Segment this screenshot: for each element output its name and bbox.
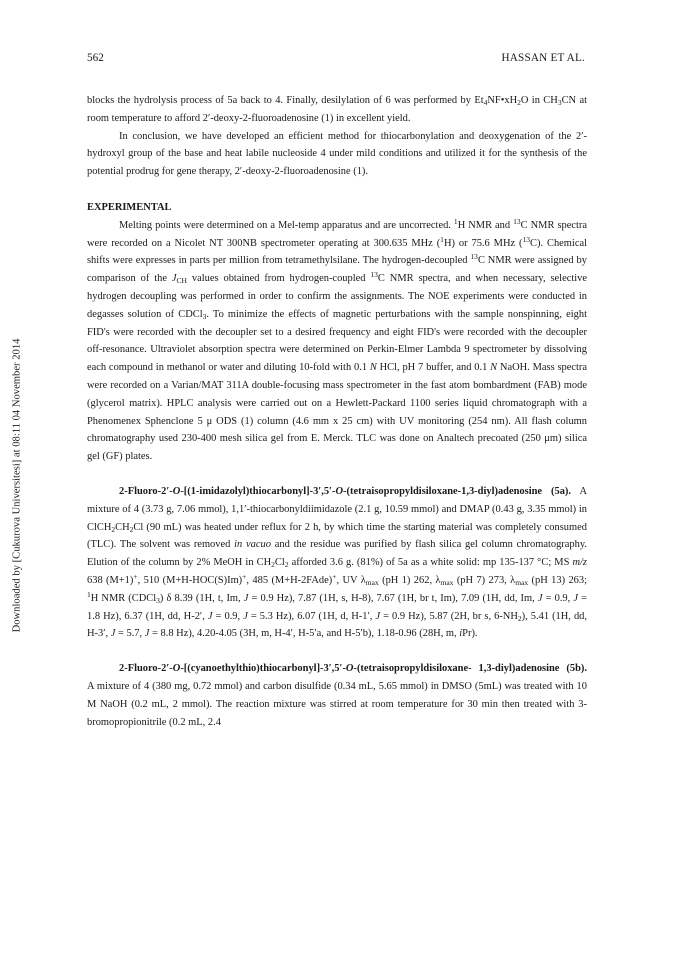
paragraph-compound-5b — [87, 660, 587, 731]
download-watermark — [8, 290, 25, 680]
compound-5b-procedure: A mixture of 4 (380 mg, 0.72 mmol) and carbon disulfide (0.34 mL, 5.65 mmol) in DMSO (5mL) was treated with 10 M NaOH (0.2 mL, 2 mmol). The reaction mixture was stirred at room temperature for 30 min then treated with 3-bromopropionitrile (0.2 mL, 2.4 — [87, 680, 587, 728]
paragraph-conclusion: In conclusion, we have developed an efficient method for thiocarbonylation and deoxygenation of the 2′-hydroxyl group of the base and heat labile nucleoside 4 under mild conditions and utilized it for the synthesis of the potential prodrug for gene therapy, 2′-deoxy-2-fluoroadenosine (1). — [87, 130, 587, 178]
compound-5a-title: 2-Fluoro-2′-O-[(1-imidazolyl)thiocarbonyl]-3′,5′-O-(tetraisopropyldisiloxane-1,3-diyl)adenosine (5a). — [119, 485, 572, 497]
download-watermark-text: Downloaded by [Cukurova Universitesi] at 08:11 04 November 2014 — [11, 338, 23, 632]
page-header — [87, 52, 585, 68]
paragraph-compound-5a — [87, 483, 587, 643]
page-number: 562 — [87, 52, 104, 64]
running-head: HASSAN ET AL. — [501, 52, 585, 64]
compound-5a-procedure: A mixture of 4 (3.73 g, 7.06 mmol), 1,1′-thiocarbonyldiimidazole (2.1 g, 10.59 mmol) and DMAP (0.43 g, 3.35 mmol) in $ClCH_2CH_2Cl$ (90 mL) was heated under reflux for 2 h, by which time the starting material was completely consumed (TLC). The solvent was removed in vacuo and the residue was purified by flash silica gel column chromatography. Elution of the column by 2% MeOH in $CH_2Cl_2$ afforded 3.6 g. (81%) of 5a as a white solid: mp 135-137 °C; MS m/z 638 (M+1)+, 510 (M+H-HOC(S)Im)+, 485 (M+H-2FAde)+, UV $\lambda_{max}$ (pH 1) 262, $\lambda_{max}$ (pH 7) 273, $\lambda_{max}$ (pH 13) 263; $^1$H NMR (CDCl$_3$) δ 8.39 (1H, t, Im, J = 0.9 Hz), 7.87 (1H, s, H-8), 7.67 (1H, br t, Im), 7.09 (1H, dd, Im, J = 0.9, J = 1.8 Hz), 6.37 (1H, dd, H-2′, J = 0.9, J = 5.3 Hz), 6.07 (1H, d, H-1′, J = 0.9 Hz), 5.87 (2H, br s, $6-NH_2$), 5.41 (1H, dd, H-3′, J = 5.7, J = 8.8 Hz), 4.20-4.05 (3H, m, H-4′, H-5′a, and H-5′b), 1.18-0.96 (28H, m, iPr). — [87, 485, 588, 640]
compound-5b-title: 2-Fluoro-2′-O-[(cyanoethylthio)thiocarbonyl]-3′,5′-O-(tetraisopropyldisiloxane- 1,3-diyl)adenosine (5b). — [119, 663, 587, 675]
article-body — [87, 92, 587, 731]
section-heading-experimental: EXPERIMENTAL — [87, 201, 172, 213]
paragraph-methods: Melting points were determined on a Mel-temp apparatus and are uncorrected. $^1$H NMR and $^{13}$C NMR spectra were recorded on a Nicolet NT 300NB spectrometer operating at 300.635 MHz ($^1$H) or 75.6 MHz ($^{13}$C). Chemical shifts were expresses in parts per million from tetramethylsilane. The hydrogen-decoupled $^{13}$C NMR were assigned by comparison of the $J_{CH}$ values obtained from hydrogen-coupled $^{13}$C NMR spectra, and when necessary, selective hydrogen decoupling was performed in order to confirm the assignments. The NOE experiments were conducted in degasses solution of CDCl$_3$. To minimize the effects of magnetic perturbations with the sample nonspinning, eight FID's were recorded with the decoupler set to a desired frequency and eight FID's were recorded with the decoupler off-resonance. Ultraviolet absorption spectra were determined on Perkin-Elmer Lambda 9 spectrometer by dissolving each compound in methanol or water and diluting 10-fold with 0.1 N HCl, pH 7 buffer, and 0.1 N NaOH. Mass spectra were recorded on a Varian/MAT 311A double-focusing mass spectrometer in the fast atom bombardment (FAB) mode (glycerol matrix). HPLC analysis were carried out on a Hewlett-Packard 1100 series liquid chromatograph with a Phenomenex Sphenclone 5 μ ODS (1) column (4.6 mm x 25 cm) with UV monitoring (254 nm). All flash column chromatography used 230-400 mesh silica gel from E. Merck. TLC was done on Analtech precoated (250 μm) silica gel (GF) plates. — [87, 216, 587, 463]
paragraph-desilylation: blocks the hydrolysis process of 5a back to 4. Finally, desilylation of 6 was performed by $Et_4NF•xH_2O$ in $CH_3CN$ at room temperature to afford 2′-deoxy-2-fluoroadenosine (1) in excellent yield. — [87, 95, 587, 124]
